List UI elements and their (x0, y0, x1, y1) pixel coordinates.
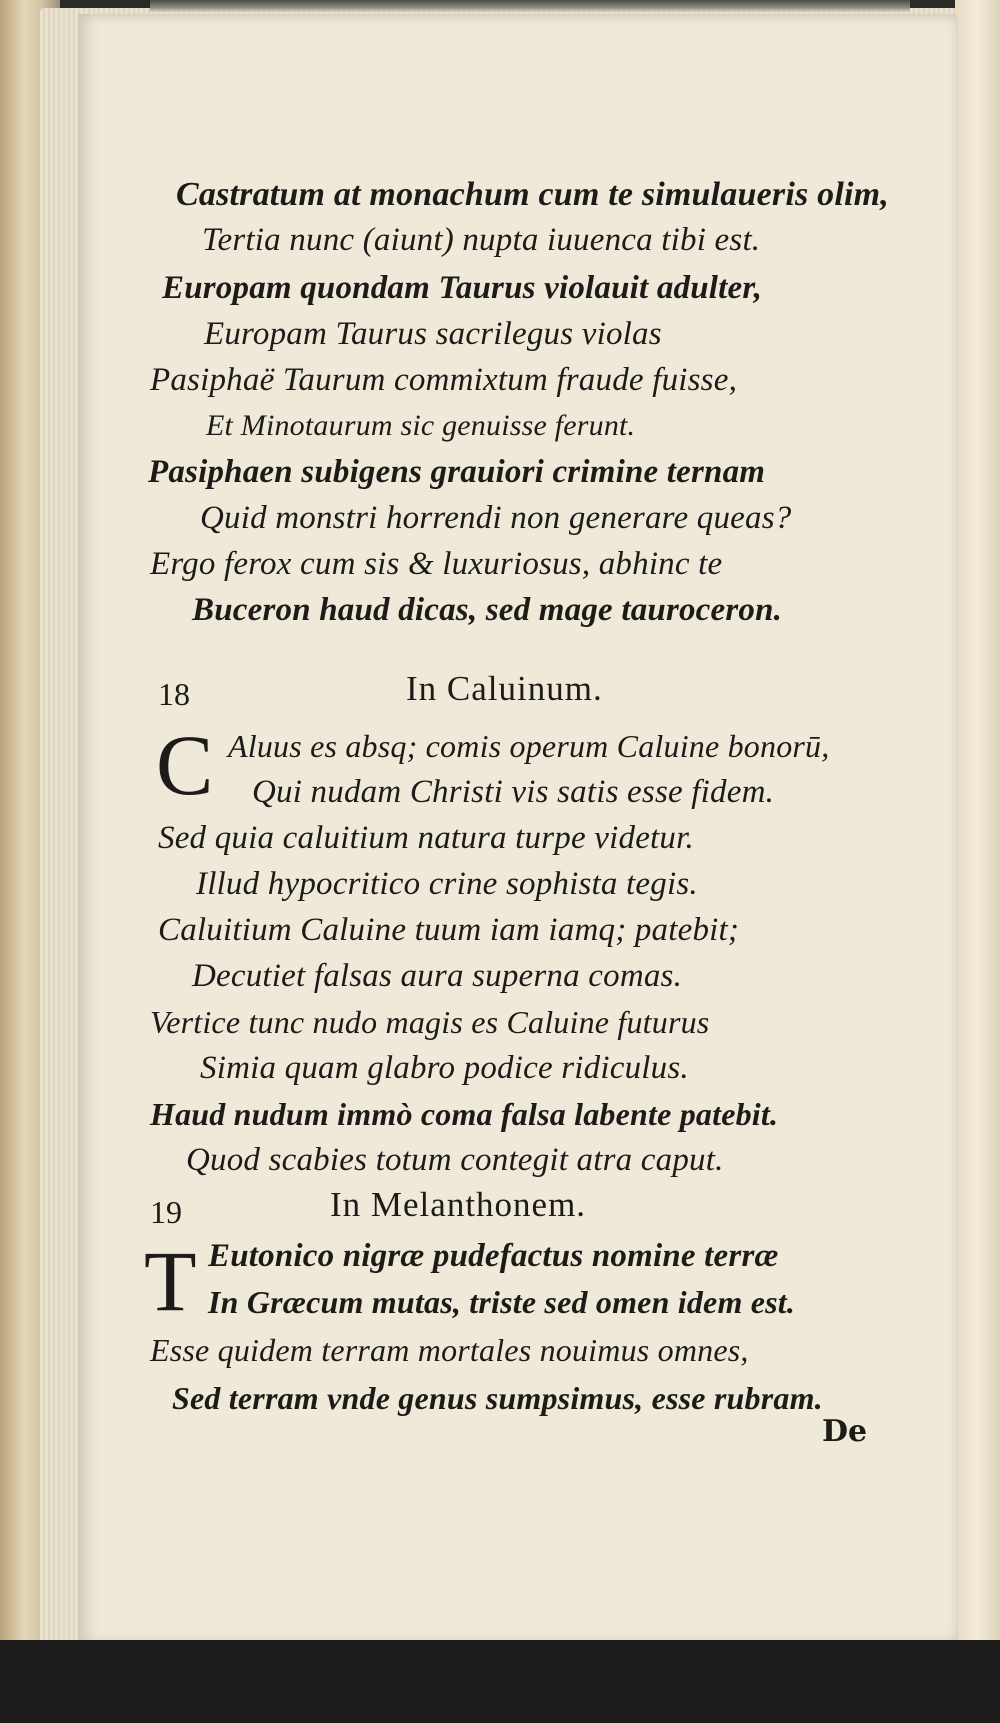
poem-line: Aluus es absq; comis operum Caluine bonorū, (228, 728, 830, 764)
poem-line: Pasiphaen subigens grauiori crimine ternam (148, 454, 766, 490)
poem-line: Europam quondam Taurus violauit adulter, (162, 270, 763, 306)
poem-line: Ergo ferox cum sis & luxuriosus, abhinc te (150, 546, 723, 582)
poem-line: Europam Taurus sacrilegus violas (204, 316, 662, 352)
poem-line: Tertia nunc (aiunt) nupta iuuenca tibi est. (202, 222, 761, 258)
poem-line: Haud nudum immò coma falsa labente patebit. (150, 1096, 779, 1132)
poem-number: 19 (150, 1194, 182, 1230)
poem-line: Quod scabies totum contegit atra caput. (186, 1142, 724, 1178)
poem-line: Sed terram vnde genus sumpsimus, esse rubram. (172, 1380, 823, 1416)
poem-line: Simia quam glabro podice ridiculus. (200, 1050, 689, 1086)
drop-cap: C (156, 717, 214, 813)
poem-line: In Græcum mutas, triste sed omen idem est. (208, 1284, 796, 1320)
poem-line: Eutonico nigræ pudefactus nomine terræ (208, 1238, 779, 1274)
poem-line: Illud hypocritico crine sophista tegis. (196, 866, 698, 902)
poem-line: Et Minotaurum sic genuisse ferunt. (206, 409, 636, 442)
poem-line: Esse quidem terram mortales nouimus omnes, (150, 1332, 749, 1368)
poem-number: 18 (158, 676, 190, 712)
catchword: De (822, 1414, 868, 1449)
poem-title: In Melanthonem. (330, 1185, 587, 1224)
poem-line: Vertice tunc nudo magis es Caluine futurus (150, 1004, 710, 1040)
poem-line: Pasiphaë Taurum commixtum fraude fuisse, (150, 362, 738, 398)
drop-cap: T (144, 1233, 197, 1329)
poem-line: Decutiet falsas aura superna comas. (192, 958, 683, 994)
poem-line: Caluitium Caluine tuum iam iamq; patebit; (158, 912, 740, 948)
poem-title: In Caluinum. (406, 669, 603, 708)
poem-line: Sed quia caluitium natura turpe videtur. (158, 820, 694, 856)
poem-line: Castratum at monachum cum te simulaueris olim, (176, 176, 889, 213)
poem-line: Qui nudam Christi vis satis esse fidem. (252, 774, 775, 810)
poem-line: Quid monstri horrendi non generare queas? (200, 500, 792, 536)
poem-line: Buceron haud dicas, sed mage tauroceron. (192, 592, 783, 628)
